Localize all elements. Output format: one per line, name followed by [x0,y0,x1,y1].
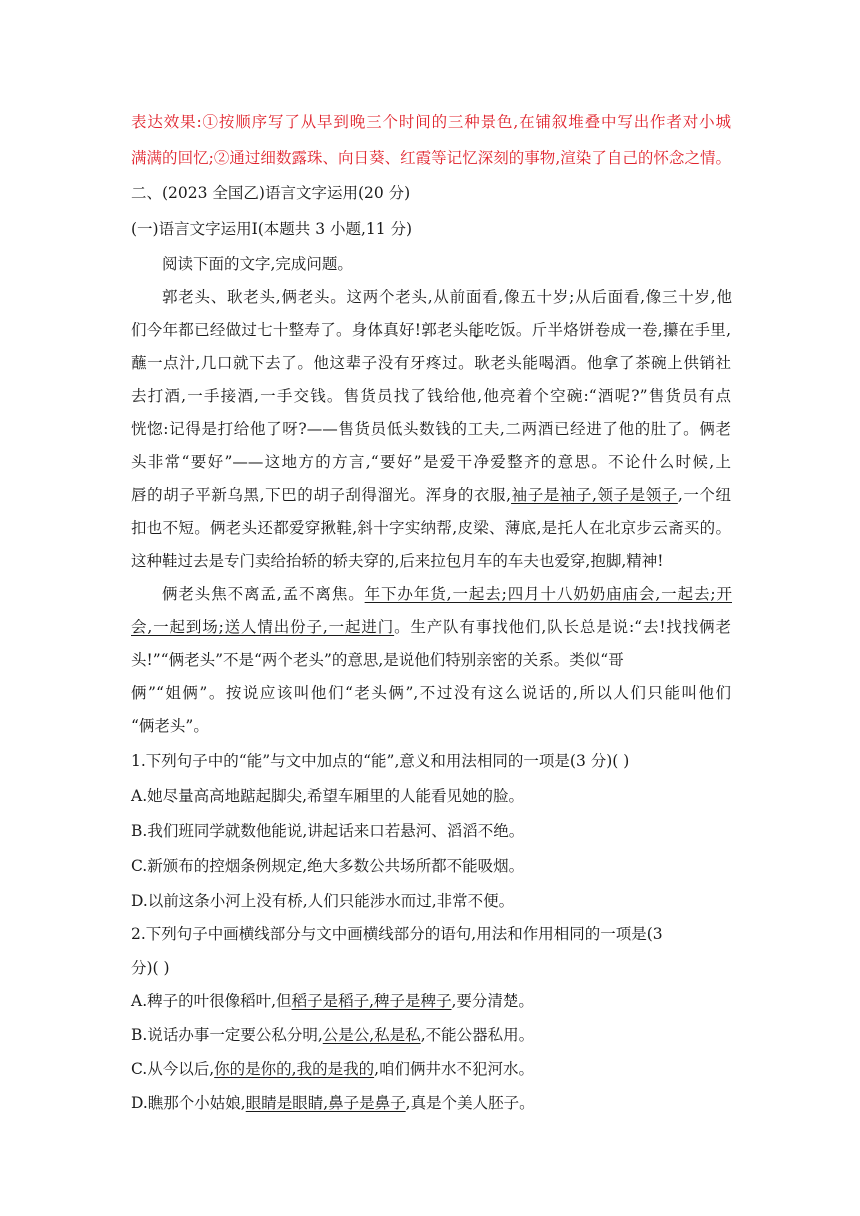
dotted-neng: 能 [468,321,485,339]
underlined-phrase: 稻子是稻子,稗子是稗子 [291,992,452,1010]
passage-line: 头!”“俩老头”不是“两个老头”的意思,是说他们特别亲密的关系。类似“哥 [131,651,624,669]
passage-line: 扣也不短。俩老头还都爱穿揪鞋,斜十字实纳帮,皮梁、薄底,是托人在北京步云斋买的。 [131,519,731,537]
passage-line: 俩”“姐俩”。按说应该叫他们“老头俩”,不过没有这么说话的,所以人们只能叫他们 [131,684,731,702]
passage-line: 头非常“要好”——这地方的方言,“要好”是爱干净爱整齐的意思。不论什么时候,上 [131,453,731,471]
passage-line: 会,一起到场;送人情出份子,一起进门。生产队有事找他们,队长总是说:“去!找找俩老 [131,618,731,636]
passage-line: 俩老头焦不离孟,孟不离焦。年下办年货,一起去;四月十八奶奶庙庙会,一起去;开 [162,585,732,603]
question-2-stem-line-2: 分)( ) [131,959,170,977]
question-1-stem: 1.下列句子中的“能”与文中加点的“能”,意义和用法相同的一项是(3 分)( ) [131,752,630,770]
underlined-phrase: 眼睛是眼睛,鼻子是鼻子 [245,1094,406,1112]
reading-instruction: 阅读下面的文字,完成问题。 [162,255,353,273]
subsection-title: (一)语言文字运用Ⅰ(本题共 3 小题,11 分) [131,220,413,238]
passage-line: 蘸一点汁,几口就下去了。他这辈子没有牙疼过。耿老头能喝酒。他拿了茶碗上供销社 [131,354,731,372]
underlined-phrase: 袖子是袖子,领子是领子 [511,486,678,504]
question-2-option-b: B.说话办事一定要公私分明,公是公,私是私,不能公器私用。 [131,1026,535,1044]
question-1-option-a: A.她尽量高高地踮起脚尖,希望车厢里的人能看见她的脸。 [131,787,525,805]
passage-line: 们今年都已经做过七十整寿了。身体真好!郭老头能吃饭。斤半烙饼卷成一卷,攥在手里, [131,321,731,339]
passage-line: 这种鞋过去是专门卖给抬轿的轿夫穿的,后来拉包月车的车夫也爱穿,抱脚,精神! [131,552,664,570]
question-2-stem-line-1: 2.下列句子中画横线部分与文中画横线部分的语句,用法和作用相同的一项是(3 [131,925,663,943]
question-1-option-c: C.新颁布的控烟条例规定,绝大多数公共场所都不能吸烟。 [131,857,525,875]
passage-line: 郭老头、耿老头,俩老头。这两个老头,从前面看,像五十岁;从后面看,像三十岁,他 [162,288,732,306]
question-1-option-b: B.我们班同学就数他能说,讲起话来口若悬河、滔滔不绝。 [131,822,525,840]
section-title: 二、(2023 全国乙)语言文字运用(20 分) [131,184,411,202]
question-2-option-c: C.从今以后,你的是你的,我的是我的,咱们俩井水不犯河水。 [131,1060,535,1078]
passage-line: “俩老头”。 [131,717,209,735]
effect-line-2: 满满的回忆;②通过细数露珠、向日葵、红霞等记忆深刻的事物,渲染了自己的怀念之情。 [131,149,731,167]
question-1-option-d: D.以前这条小河上没有桥,人们只能涉水而过,非常不便。 [131,892,515,910]
question-2-option-d: D.瞧那个小姑娘,眼睛是眼睛,鼻子是鼻子,真是个美人胚子。 [131,1094,535,1112]
underlined-phrase: 公是公,私是私 [322,1026,421,1044]
passage-line: 去打酒,一手接酒,一手交钱。售货员找了钱给他,他亮着个空碗:“酒呢?”售货员有点 [131,387,731,405]
underlined-phrase: 年下办年货,一起去;四月十八奶奶庙庙会,一起去;开 [364,585,732,603]
question-2-option-a: A.稗子的叶很像稻叶,但稻子是稻子,稗子是稗子,要分清楚。 [131,992,534,1010]
passage-line: 唇的胡子平新乌黑,下巴的胡子刮得溜光。浑身的衣服,袖子是袖子,领子是领子,一个纽 [131,486,731,504]
effect-line-1: 表达效果:①按顺序写了从早到晚三个时间的三种景色,在铺叙堆叠中写出作者对小城 [131,113,731,131]
underlined-phrase: 会,一起到场;送人情出份子,一起进门 [131,618,395,636]
passage-line: 恍惚:记得是打给他了呀?——售货员低头数钱的工夫,二两酒已经进了他的肚了。俩老 [131,420,731,438]
underlined-phrase: 你的是你的,我的是我的 [214,1060,375,1078]
